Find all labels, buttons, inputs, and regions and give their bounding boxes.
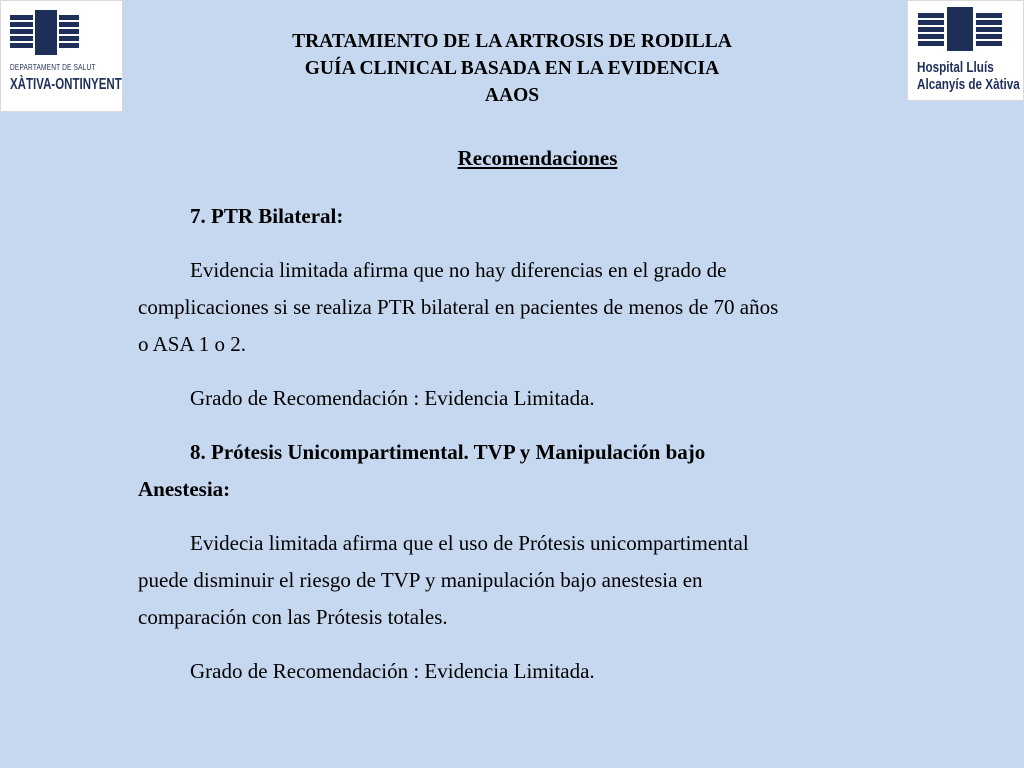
item8-grade: Grado de Recomendación : Evidencia Limitada. [190, 659, 595, 683]
item8-title [138, 434, 898, 508]
item7-paragraph [138, 252, 898, 363]
item7-grade: Grado de Recomendación : Evidencia Limitada. [190, 386, 595, 410]
building-logo-icon [1, 1, 124, 113]
logo-left-line2: XÀTIVA-ONTINYENT [10, 76, 122, 93]
item8-line3: comparación con las Prótesis totales. [138, 605, 448, 629]
slide-title [200, 28, 824, 109]
item8-line1: Evidecia limitada afirma que el uso de Prótesis unicompartimental [190, 531, 749, 555]
title-line-3: AAOS [484, 85, 540, 106]
recommendations-heading: Recomendaciones [457, 146, 618, 170]
title-line-2: GUÍA CLINICAL BASADA EN LA EVIDENCIA [304, 58, 720, 79]
item8-title-line1: 8. Prótesis Unicompartimental. TVP y Manipulación bajo [190, 440, 706, 464]
item8-paragraph [138, 525, 898, 636]
departament-salut-logo [0, 0, 123, 112]
title-line-1: TRATAMIENTO DE LA ARTROSIS DE RODILLA [292, 31, 732, 52]
item8-line2: puede disminuir el riesgo de TVP y manipulación bajo anestesia en [138, 568, 703, 592]
logo-left-line1: DEPARTAMENT DE SALUT [10, 63, 96, 72]
hospital-logo [907, 0, 1024, 101]
recommendations-body [138, 198, 898, 707]
item7-line2: complicaciones si se realiza PTR bilateral en pacientes de menos de 70 años [138, 295, 779, 319]
item8-title-line2: Anestesia: [138, 477, 231, 501]
item7-title: 7. PTR Bilateral: [190, 204, 344, 228]
logo-right-line1: Hospital Lluís [917, 59, 994, 76]
logo-right-line2: Alcanyís de Xàtiva [917, 76, 1020, 93]
item7-line1: Evidencia limitada afirma que no hay diferencias en el grado de [190, 258, 727, 282]
item7-line3: o ASA 1 o 2. [138, 332, 246, 356]
